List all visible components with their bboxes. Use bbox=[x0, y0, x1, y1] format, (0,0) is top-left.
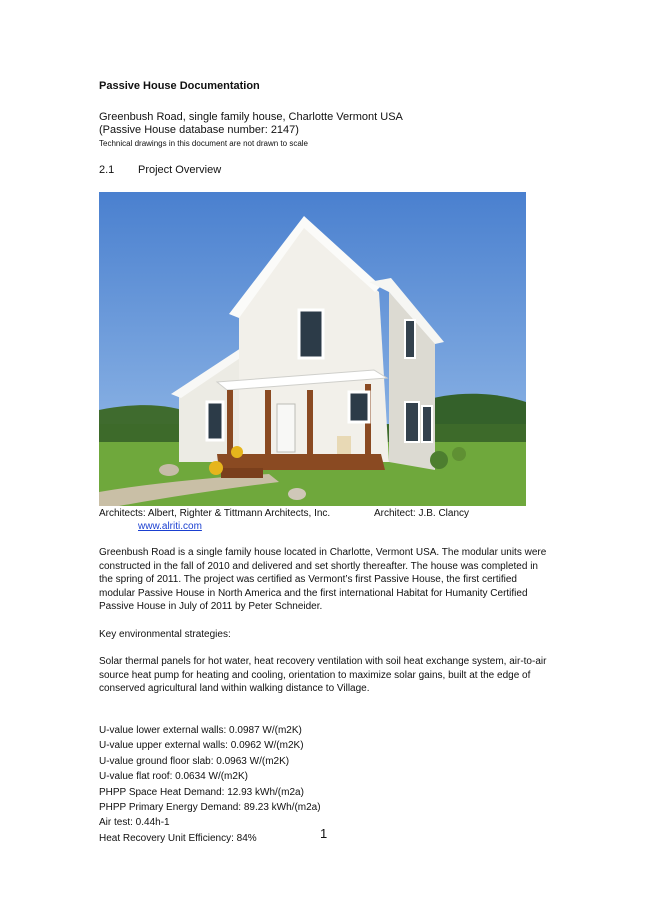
house-photo bbox=[99, 192, 526, 506]
project-description: Greenbush Road is a single family house located in Charlotte, Vermont USA. The modular units were constructed in the fall of 2010 and delivered and set shortly thereafter. The house was completed in the spring of 2011. The project was certified as Vermont’s first Passive House, the first certified modular Passive House in North America and the first international Habitat for Humanity Certified Passive House in July of 2011 by Peter Schneider. bbox=[99, 547, 547, 612]
architects-website-link[interactable]: www.alriti.com bbox=[138, 521, 202, 532]
spec-line: U-value lower external walls: 0.0987 W/(m2K) bbox=[99, 725, 302, 736]
porch-post-3 bbox=[307, 390, 313, 456]
strategies-text: Solar thermal panels for hot water, heat recovery ventilation with soil heat exchange system, air-to-air source heat pump for heating and cooling, orientation to maximize solar gains, built at the edge of conserved agricultural land within walking distance to Village. bbox=[99, 656, 547, 694]
boulder bbox=[288, 488, 306, 500]
porch-post-2 bbox=[265, 390, 271, 456]
database-number: (Passive House database number: 2147) bbox=[99, 124, 299, 136]
spec-line: U-value upper external walls: 0.0962 W/(m2K) bbox=[99, 740, 304, 752]
porch-window bbox=[349, 392, 369, 422]
upper-window bbox=[299, 310, 323, 358]
section-title: Project Overview bbox=[138, 164, 222, 176]
mums-1 bbox=[209, 461, 223, 475]
drawing-scale-note: Technical drawings in this document are not drawn to scale bbox=[99, 139, 308, 148]
document-subtitle: Greenbush Road, single family house, Charlotte Vermont USA bbox=[99, 111, 403, 123]
shrub-2 bbox=[452, 447, 466, 461]
spec-line: Heat Recovery Unit Efficiency: 84% bbox=[99, 832, 257, 844]
architect-credit: Architect: J.B. Clancy bbox=[374, 508, 470, 519]
porch-chair bbox=[337, 436, 351, 454]
spec-line: U-value flat roof: 0.0634 W/(m2K) bbox=[99, 771, 248, 783]
side-window-upper bbox=[405, 320, 415, 358]
porch-steps bbox=[221, 468, 263, 478]
spec-line: Air test: 0.44h-1 bbox=[99, 817, 170, 829]
strategies-heading: Key environmental strategies: bbox=[99, 629, 231, 640]
section-number: 2.1 bbox=[99, 164, 115, 176]
spec-line: PHPP Primary Energy Demand: 89.23 kWh/(m2a) bbox=[99, 802, 321, 814]
porch-post-1 bbox=[227, 390, 233, 456]
page-number: 1 bbox=[320, 826, 328, 841]
shrub-1 bbox=[430, 451, 448, 469]
rock-left bbox=[159, 464, 179, 476]
side-window-lower-2 bbox=[422, 406, 432, 442]
spec-line: PHPP Space Heat Demand: 12.93 kWh/(m2a) bbox=[99, 786, 304, 798]
side-window-lower-1 bbox=[405, 402, 419, 442]
performance-specs bbox=[99, 723, 321, 846]
porch-door bbox=[277, 404, 295, 452]
wing-window bbox=[207, 402, 223, 440]
document-title: Passive House Documentation bbox=[99, 80, 260, 92]
porch-deck bbox=[217, 454, 385, 470]
spec-line: U-value ground floor slab: 0.0963 W/(m2K) bbox=[99, 755, 290, 767]
architects-credit: Architects: Albert, Righter & Tittmann Architects, Inc. bbox=[99, 508, 331, 519]
mums-2 bbox=[231, 446, 243, 458]
